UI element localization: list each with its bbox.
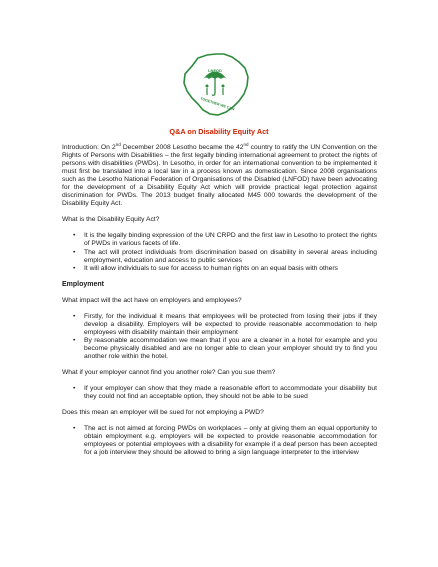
list-item: • By reasonable accommodation we mean that if you are a cleaner in a hotel for example and you become physically disabled and are no longer able to clean your employer should try to find you another role within the hotel. <box>62 337 377 361</box>
list-item: • It is the legally binding expression of the UN CRPD and the first law in Lesotho to protect the rights of PWDs in various facets of life. <box>62 232 377 248</box>
answer-list-not-employing <box>62 425 377 457</box>
answer-list-sue-employer <box>62 385 377 401</box>
list-item: • Firstly, for the individual it means that employees will be protected from losing their jobs if they develop a disability. Employers will be expected to provide reasonable accommodation to help employees with disability maintain their employment <box>62 313 377 337</box>
logo-text-top: LNFOD <box>208 68 222 73</box>
document-body <box>62 141 377 465</box>
lesotho-map-outline <box>184 54 248 115</box>
list-item: • The act is not aimed at forcing PWDs on workplaces – only at giving them an equal opportunity to obtain employment e.g. employers will be expected to provide reasonable accommodation for employees or potential employees with a disability for example if a deaf person has been accepted for a job interview they should be allowed to bring a sign language interpreter to the interview <box>62 425 377 457</box>
document-title: Q&A on Disability Equity Act <box>169 127 269 136</box>
question-what-is-act: What is the Disability Equity Act? <box>62 216 160 224</box>
question-impact: What impact will the act have on employers and employees? <box>62 296 242 304</box>
figure-right-icon <box>222 85 225 88</box>
list-item: • If your employer can show that they made a reasonable effort to accommodate your disability but they could not find an acceptable option, they should not be able to be sued <box>62 385 377 401</box>
answer-list-what-is-act <box>62 232 377 272</box>
intro-text-part2: December 2008 Lesotho became the 42 <box>120 144 244 151</box>
question-sue-employer: What if your employer cannot find you another role? Can you sue them? <box>62 369 276 377</box>
intro-ordinal-suffix-1: nd <box>115 141 121 147</box>
intro-text-part1: Introduction: On 2 <box>62 144 116 151</box>
logo-text-bottom: TOGETHER WE CAN <box>199 96 235 112</box>
intro-ordinal-suffix-2: nd <box>243 141 249 147</box>
lnfod-logo-icon <box>176 50 254 120</box>
section-heading-employment: Employment <box>62 280 105 288</box>
intro-text-part3: country to ratify the UN Convention on the Rights of Persons with Disabilities – the first legally binding international agreement to protect the rights of persons with disabilities (PWDs). In Lesotho, in order for an international convention to be implemented it must first be translated into a local law in a process known as domestication. Since 2008 organisations such as the Lesotho National Federation of Organisations of the Disabled (LNFOD) have been advocating for the development of a Disability Equity Act which will provide practical legal protection against discrimination for PWDs. The 2013 budget finally allocated M45 000 towards the development of the Disability Equity Act. <box>62 144 377 208</box>
list-item: • It will allow individuals to sue for access to human rights on an equal basis with others <box>62 265 377 273</box>
intro-paragraph <box>62 141 377 208</box>
figure-left-icon <box>206 85 209 88</box>
list-item: • The act will protect individuals from discrimination based on disability in several areas including employment, education and access to public services <box>62 249 377 265</box>
question-not-employing: Does this mean an employer will be sued for not employing a PWD? <box>62 409 264 417</box>
answer-list-impact <box>62 313 377 361</box>
